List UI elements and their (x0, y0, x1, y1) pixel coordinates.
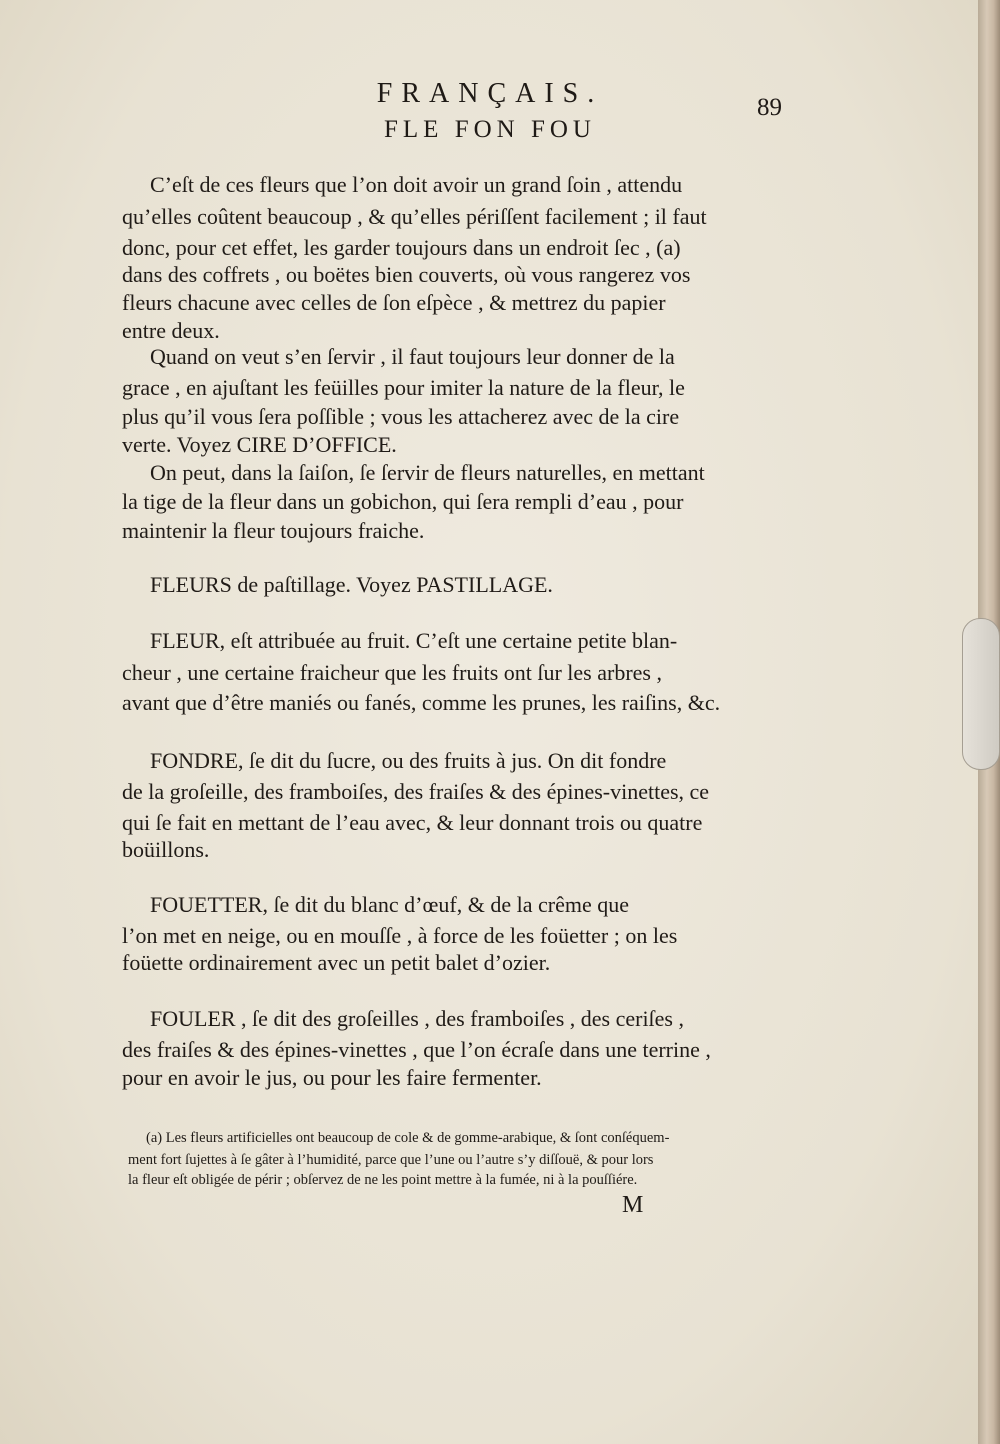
text-line: Quand on veut s’en ſervir , il faut toujours leur donner de la (150, 344, 675, 369)
text-line: l’on met en neige, ou en mouſſe , à force de les foüetter ; on les (122, 923, 678, 948)
text-line: grace , en ajuſtant les feüilles pour imiter la nature de la fleur, le (122, 375, 685, 400)
signature-mark: M (622, 1192, 644, 1218)
text-line: pour en avoir le jus, ou pour les faire fermenter. (122, 1065, 542, 1090)
text-line: foüette ordinairement avec un petit balet d’ozier. (122, 950, 551, 975)
entry-fouler: FOULER , ſe dit des groſeilles , des framboiſes , des ceriſes , (150, 1006, 684, 1031)
text-line: C’eſt de ces fleurs que l’on doit avoir un grand ſoin , attendu (150, 172, 683, 197)
text-line: cheur , une certaine fraicheur que les fruits ont ſur les arbres , (122, 660, 662, 685)
text-line: fleurs chacune avec celles de ſon eſpèce , & mettrez du papier (122, 290, 666, 315)
text-line: qu’elles coûtent beaucoup , & qu’elles périſſent facilement ; il faut (122, 204, 707, 229)
entry-fondre: FONDRE, ſe dit du ſucre, ou des fruits à jus. On dit fondre (150, 748, 667, 773)
text-line: des fraiſes & des épines-vinettes , que l’on écraſe dans une terrine , (122, 1037, 711, 1062)
text-line: de la groſeille, des framboiſes, des fraiſes & des épines-vinettes, ce (122, 779, 710, 804)
text-line: qui ſe fait en mettant de l’eau avec, & leur donnant trois ou quatre (122, 810, 703, 835)
page-number: 89 (757, 94, 782, 121)
text-line: entre deux. (122, 318, 220, 343)
text-line: verte. Voyez CIRE D’OFFICE. (122, 432, 397, 457)
text-line: plus qu’il vous ſera poſſible ; vous les attacherez avec de la cire (122, 404, 680, 429)
page-clip (962, 618, 1000, 770)
text-line: dans des coffrets , ou boëtes bien couverts, où vous rangerez vos (122, 262, 691, 287)
header-title: FRANÇAIS. (376, 78, 604, 109)
footnote-line: la fleur eſt obligée de périr ; obſervez de ne les point mettre à la fumée, ni à la pouſſiére. (128, 1172, 638, 1188)
text-line: On peut, dans la ſaiſon, ſe ſervir de fleurs naturelles, en mettant (150, 460, 705, 485)
text-line: boüillons. (122, 837, 210, 862)
text-line: la tige de la fleur dans un gobichon, qui ſera rempli d’eau , pour (122, 489, 684, 514)
entry-fleurs: FLEURS de paſtillage. Voyez PASTILLAGE. (150, 572, 553, 597)
header-subtitle: FLE FON FOU (384, 116, 596, 143)
text-line: maintenir la fleur toujours fraiche. (122, 518, 425, 543)
entry-fleur: FLEUR, eſt attribuée au fruit. C’eſt une certaine petite blan- (150, 628, 678, 653)
text-line: donc, pour cet effet, les garder toujours dans un endroit ſec , (a) (122, 235, 681, 260)
entry-fouetter: FOUETTER, ſe dit du blanc d’œuf, & de la crême que (150, 892, 629, 917)
text-line: avant que d’être maniés ou fanés, comme les prunes, les raiſins, &c. (122, 690, 721, 715)
footnote-line: (a) Les fleurs artificielles ont beaucoup de cole & de gomme-arabique, & ſont conſéquem- (146, 1130, 670, 1146)
footnote-line: ment fort ſujettes à ſe gâter à l’humidité, parce que l’une ou l’autre s’y diſſouë, & pour lors (128, 1152, 654, 1168)
running-header (0, 78, 980, 144)
